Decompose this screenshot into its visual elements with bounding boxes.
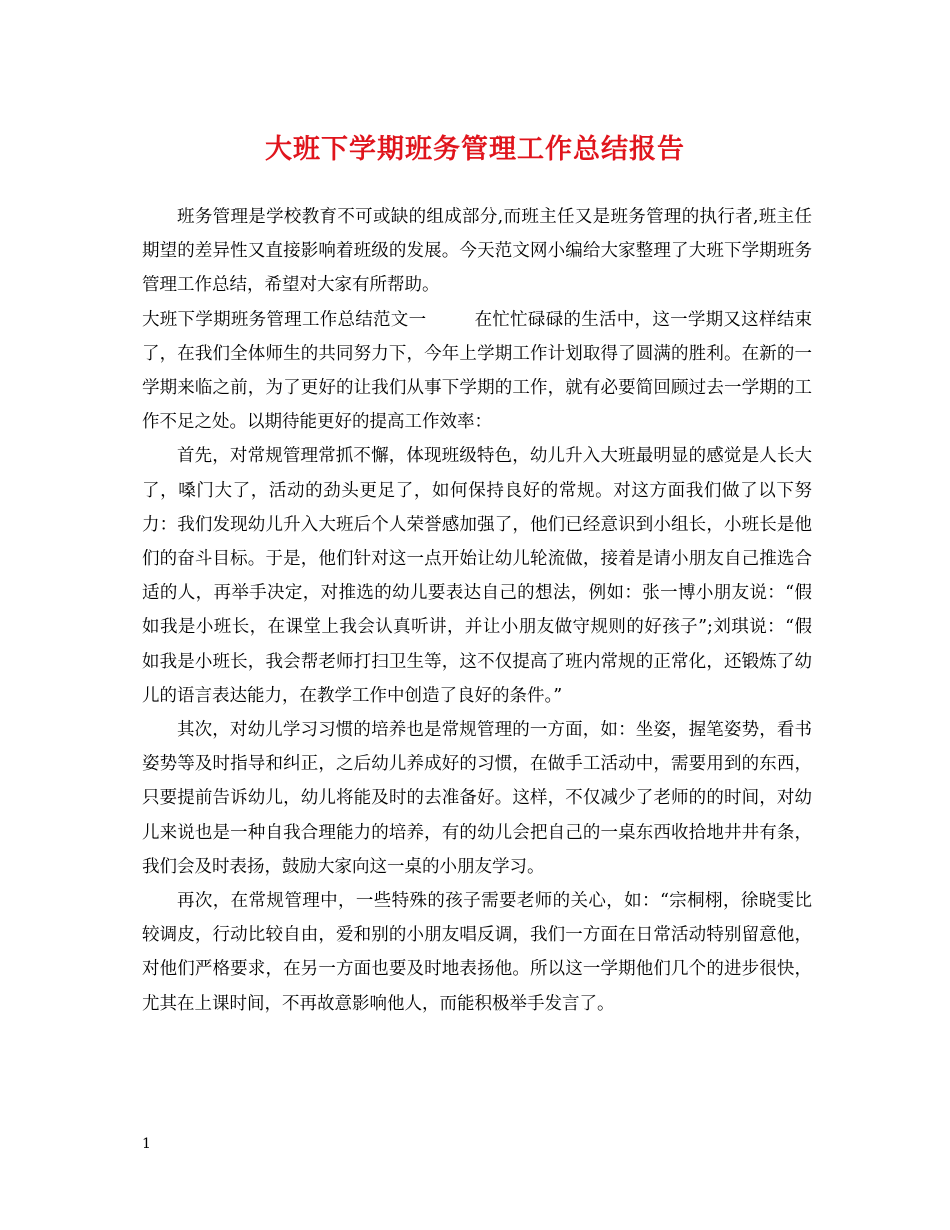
section-body: 在忙忙碌碌的生活中，这一学期又这样结束了，在我们全体师生的共同努力下，今年上学期工作计划取得了圆满的胜利。在新的一学期来临之前，为了更好的让我们从事下学期的工作，就有必要简回顾过去一学期的工作不足之处。以期待能更好的提高工作效率： xyxy=(142,309,812,433)
section-paragraph xyxy=(142,303,812,440)
body-paragraph-first: 首先，对常规管理常抓不懈，体现班级特色，幼儿升入大班最明显的感觉是人长大了，嗓门大了，活动的劲头更足了，如何保持良好的常规。对这方面我们做了以下努力：我们发现幼儿升入大班后个人荣誉感加强了，他们已经意识到小组长，小班长是他们的奋斗目标。于是，他们针对这一点开始让幼儿轮流做，接着是请小朋友自己推选合适的人，再举手决定，对推选的幼儿要表达自己的想法，例如：张一博小朋友说：“假如我是小班长，在课堂上我会认真听讲，并让小朋友做守规则的好孩子”;刘琪说：“假如我是小班长，我会帮老师打扫卫生等，这不仅提高了班内常规的正常化，还锻炼了幼儿的语言表达能力，在教学工作中创造了良好的条件。” xyxy=(142,446,812,706)
body-paragraph-second: 其次，对幼儿学习习惯的培养也是常规管理的一方面，如：坐姿，握笔姿势，看书姿势等及时指导和纠正，之后幼儿养成好的习惯，在做手工活动中，需要用到的东西，只要提前告诉幼儿，幼儿将能及时的去准备好。这样，不仅减少了老师的的时间，对幼儿来说也是一种自我合理能力的培养，有的幼儿会把自己的一桌东西收拾地井井有条，我们会及时表扬，鼓励大家向这一桌的小朋友学习。 xyxy=(142,720,812,877)
body-paragraph-third: 再次，在常规管理中，一些特殊的孩子需要老师的关心，如：“宗桐栩，徐晓雯比较调皮，行动比较自由，爱和别的小朋友唱反调，我们一方面在日常活动特别留意他，对他们严格要求，在另一方面也要及时地表扬他。所以这一学期他们几个的进步很快，尤其在上课时间，不再故意影响他人，而能积极举手发言了。 xyxy=(142,891,812,1014)
intro-paragraph: 班务管理是学校教育不可或缺的组成部分,而班主任又是班务管理的执行者,班主任期望的差异性又直接影响着班级的发展。今天范文网小编给大家整理了大班下学期班务管理工作总结，希望对大家有所帮助。 xyxy=(142,207,812,296)
document-title: 大班下学期班务管理工作总结报告 xyxy=(265,134,685,165)
page-number: 1 xyxy=(142,1136,151,1152)
document-body xyxy=(142,200,812,1021)
section-heading: 大班下学期班务管理工作总结范文一 xyxy=(142,309,427,330)
